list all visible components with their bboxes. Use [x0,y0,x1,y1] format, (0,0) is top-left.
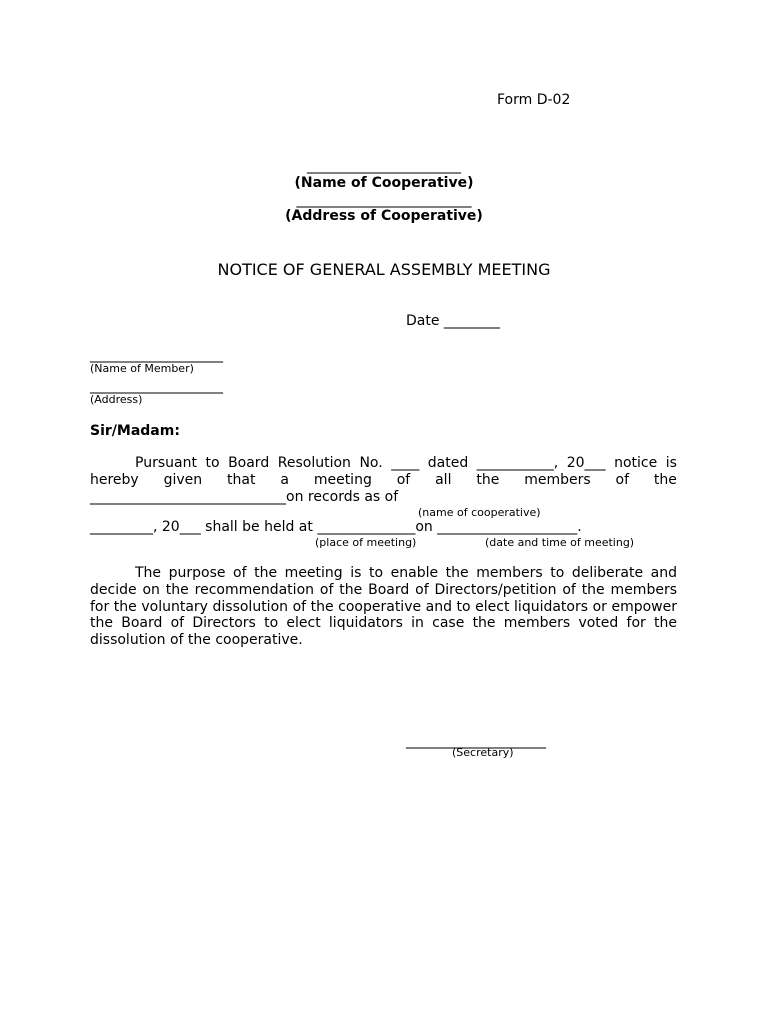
word: Pursuant [135,455,197,471]
form-code: Form D-02 [497,92,571,108]
word: the [476,472,500,488]
word: members [524,472,591,488]
word: the [653,472,677,488]
word: all [435,472,452,488]
secretary-signature-blank: ____________________ [406,733,546,749]
word: of [615,472,630,488]
body-line-2 [90,472,677,488]
body-line-1 [135,455,677,471]
word: No. [359,455,383,471]
cooperative-name-blank: ______________________ [307,158,461,174]
word: meeting [313,472,372,488]
member-address-caption: (Address) [90,393,143,406]
cooperative-address-blank: _________________________ [296,192,472,208]
notice-title: NOTICE OF GENERAL ASSEMBLY MEETING [217,260,551,279]
word: is [665,455,677,471]
caption-date-time-of-meeting: (date and time of meeting) [485,536,635,549]
secretary-caption: (Secretary) [452,746,514,759]
word: dated [427,455,469,471]
word: hereby [90,472,139,488]
word: of [396,472,411,488]
word: to [205,455,220,471]
word: notice [614,455,658,471]
date-line: Date ________ [406,313,500,329]
body-line-4: _________, 20___ shall be held at ______________on ____________________. [90,519,582,535]
word: Resolution [277,455,351,471]
member-name-blank: ___________________ [90,347,223,363]
salutation: Sir/Madam: [90,423,180,439]
cooperative-name-caption: (Name of Cooperative) [294,175,474,191]
word: ____ [391,455,420,471]
caption-place-of-meeting: (place of meeting) [315,536,417,549]
word: that [227,472,256,488]
body-line-3: ____________________________on records as of [90,489,399,505]
member-name-caption: (Name of Member) [90,362,194,375]
cooperative-address-caption: (Address of Cooperative) [285,208,483,224]
word: 20___ [566,455,606,471]
purpose-paragraph: The purpose of the meeting is to enable the members to deliberate and decide on the recommendation of the Board of Directors/petition of the members for the voluntary dissolution of the cooperative and to elect liquidators or empower the Board of Directors to elect liquidators in case the members voted for the dissolution of the cooperative. [90,565,677,649]
word: ___________, [476,455,559,471]
word: given [163,472,203,488]
word: Board [228,455,270,471]
member-address-blank: ___________________ [90,378,223,394]
word: a [280,472,289,488]
caption-name-of-cooperative: (name of cooperative) [418,506,541,519]
